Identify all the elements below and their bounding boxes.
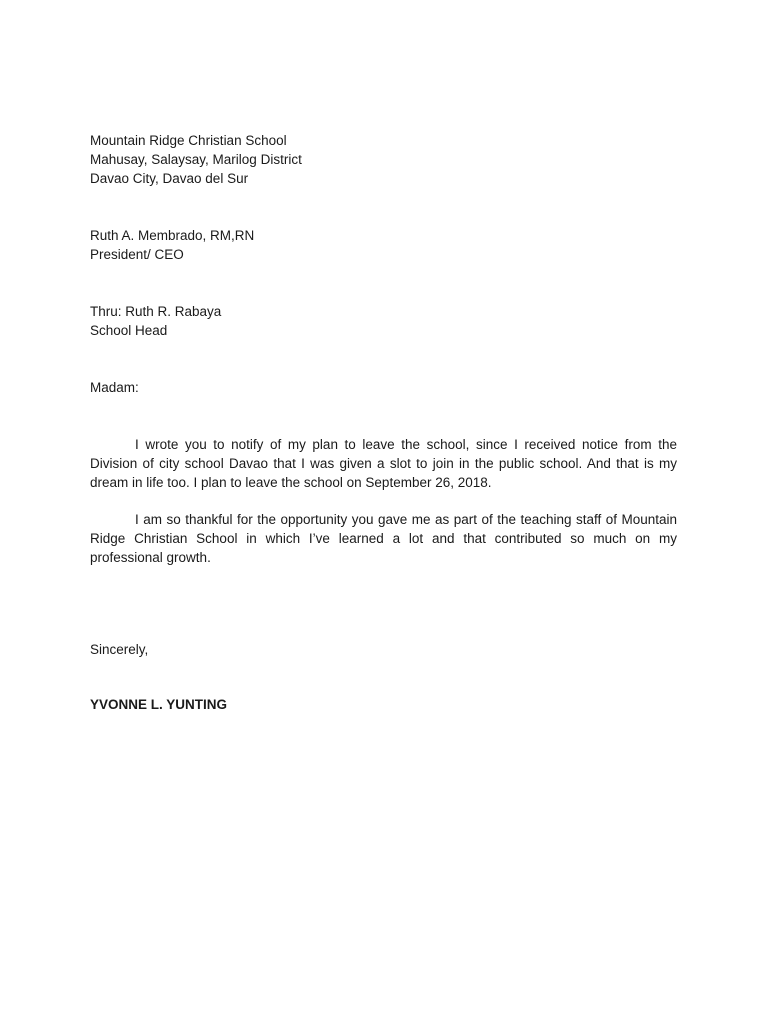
- thru-name: Thru: Ruth R. Rabaya: [90, 304, 222, 319]
- school-address-line2: Davao City, Davao del Sur: [90, 171, 249, 186]
- signature-name: YVONNE L. YUNTING: [90, 697, 228, 712]
- body-paragraph-1: I wrote you to notify of my plan to leave the school, since I received notice from the Division of city school Davao that I was given a slot to join in the public school. And that is my dream in life too. I plan to leave the school on September 26, 2018.: [90, 437, 677, 490]
- closing: Sincerely,: [90, 642, 149, 657]
- school-name: Mountain Ridge Christian School: [90, 133, 287, 148]
- school-address-line1: Mahusay, Salaysay, Marilog District: [90, 152, 302, 167]
- school-address-block: [90, 131, 677, 188]
- thru-title: School Head: [90, 323, 168, 338]
- recipient-name: Ruth A. Membrado, RM,RN: [90, 228, 255, 243]
- recipient-title: President/ CEO: [90, 247, 184, 262]
- recipient-block: [90, 226, 677, 264]
- letter-body: [90, 131, 677, 714]
- body-paragraph-2: I am so thankful for the opportunity you gave me as part of the teaching staff of Mountain Ridge Christian School in which I’ve learned a lot and that contributed so much on my professional growth.: [90, 512, 677, 565]
- thru-block: [90, 302, 677, 340]
- salutation: Madam:: [90, 380, 139, 395]
